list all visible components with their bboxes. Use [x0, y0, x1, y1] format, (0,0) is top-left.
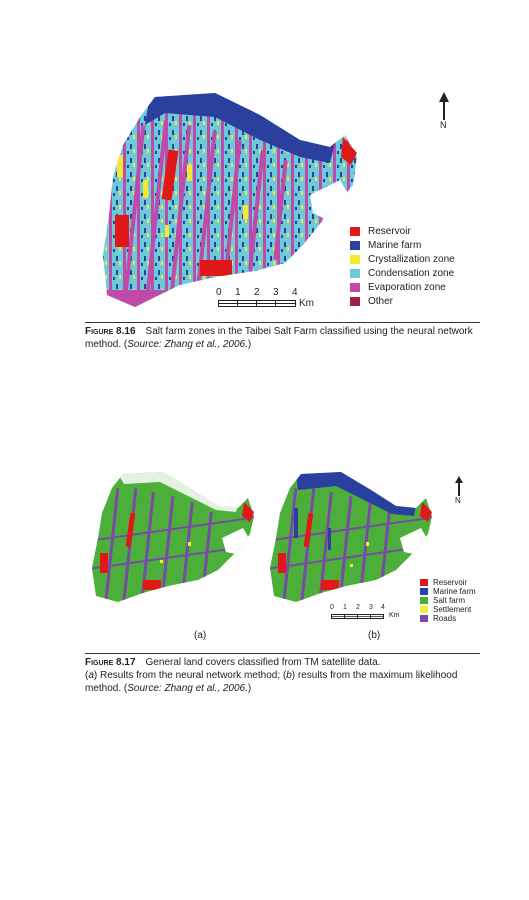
legend-swatch — [420, 606, 428, 613]
land-cover-map-maximum-likelihood — [266, 468, 436, 608]
panel-label-a: (a) — [194, 630, 207, 641]
legend-label: Crystallization zone — [368, 254, 455, 265]
scale-tick: 2 — [356, 604, 360, 611]
scale-tick: 1 — [343, 604, 347, 611]
legend-swatch — [350, 241, 360, 250]
figure-number: Figure 8.17 — [85, 657, 136, 668]
scale-tick: 0 — [330, 604, 334, 611]
legend-item-marine-farm — [420, 587, 476, 596]
scale-bar — [218, 300, 298, 308]
legend-label: Reservoir — [368, 226, 411, 237]
panel-label-b: (b) — [368, 630, 381, 641]
north-arrow-icon — [438, 92, 450, 120]
scale-tick: 3 — [369, 604, 373, 611]
scale-tick: 0 — [216, 287, 222, 298]
legend-swatch — [350, 255, 360, 264]
figure-caption: Figure 8.17 General land covers classified from TM satellite data. (a) Results from the neural network method; (b) results from the maximum likelihood method. (Source: Zhang et al., 2006.) — [85, 657, 458, 694]
caption-end: .) — [245, 339, 252, 350]
salt-farm-zone-map — [95, 85, 365, 315]
scale-tick: 4 — [292, 287, 298, 298]
legend-item-condensation-zone — [350, 268, 454, 279]
caption-source: Source: Zhang et al., 2006 — [127, 339, 246, 350]
scale-unit: Km — [389, 612, 400, 619]
legend-item-marine-farm — [350, 240, 421, 251]
legend-label: Marine farm — [368, 240, 422, 251]
legend-swatch — [350, 227, 360, 236]
legend-item-crystallization-zone — [350, 254, 455, 265]
legend-label: Marine farm — [433, 587, 476, 596]
land-cover-map-neural-network — [88, 468, 258, 608]
caption-text: Salt farm zones in the Taibei Salt Farm classified using the neural network method. ( — [85, 326, 473, 350]
north-label: N — [455, 496, 461, 505]
caption-line1: General land covers classified from TM satellite data. — [145, 657, 381, 668]
caption-b: b — [286, 670, 292, 681]
legend-label: Reservoir — [433, 578, 468, 587]
legend-swatch — [420, 597, 428, 604]
legend-item-reservoir — [420, 578, 467, 587]
legend-label: Other — [368, 296, 394, 307]
caption-source: Source: Zhang et al., 2006 — [127, 683, 246, 694]
legend-item-salt-farm — [420, 596, 465, 605]
scale-tick: 1 — [235, 287, 241, 298]
scale-unit: Km — [299, 298, 314, 309]
legend-item-settlement — [420, 605, 471, 614]
legend-label: Evaporation zone — [368, 282, 446, 293]
scale-tick: 2 — [254, 287, 260, 298]
caption-end: .) — [245, 683, 252, 694]
scale-bar — [331, 614, 387, 620]
legend-item-roads — [420, 614, 456, 623]
scale-tick: 3 — [273, 287, 279, 298]
legend-label: Roads — [433, 614, 457, 623]
caption-rule — [85, 322, 480, 323]
north-arrow-icon — [454, 476, 464, 496]
north-label: N — [440, 120, 447, 130]
figure-caption — [85, 325, 480, 351]
legend-swatch — [350, 269, 360, 278]
figure-number: Figure 8.16 — [85, 326, 136, 337]
legend-label: Salt farm — [433, 596, 466, 605]
caption-b-text: ) results from the maximum likelihood method. ( — [85, 670, 458, 694]
legend-swatch — [350, 283, 360, 292]
legend-label: Settlement — [433, 605, 472, 614]
legend-item-evaporation-zone — [350, 282, 446, 293]
legend-label: Condensation zone — [368, 268, 455, 279]
legend-item-reservoir — [350, 226, 411, 237]
legend-swatch — [350, 297, 360, 306]
caption-a: a — [88, 670, 94, 681]
legend-item-other — [350, 296, 393, 307]
caption-a-text: ) Results from the neural network method; ( — [93, 670, 287, 681]
caption-rule — [85, 653, 480, 654]
scale-tick: 4 — [381, 604, 385, 611]
legend-swatch — [420, 615, 428, 622]
legend-swatch — [420, 579, 428, 586]
legend-swatch — [420, 588, 428, 595]
